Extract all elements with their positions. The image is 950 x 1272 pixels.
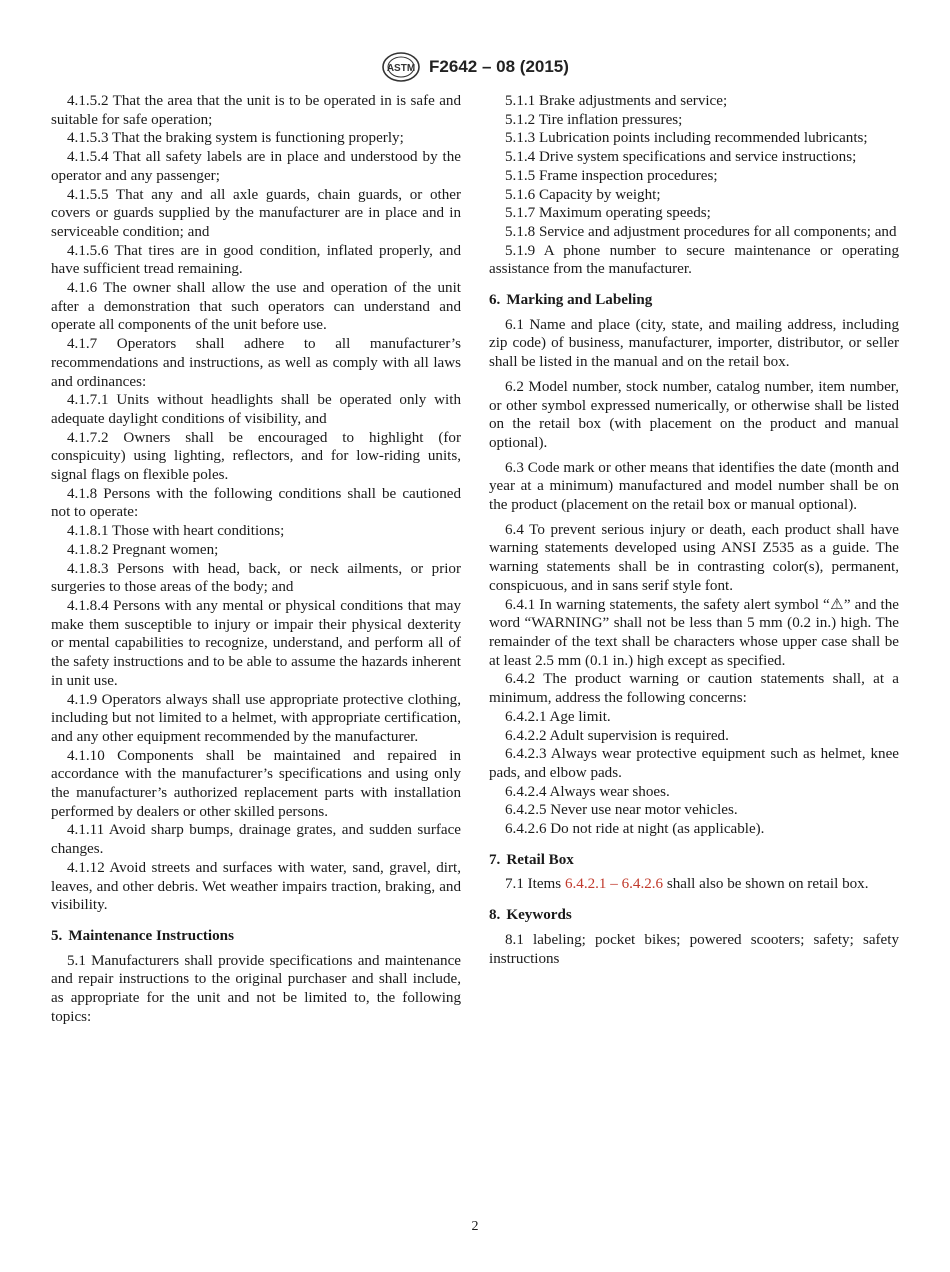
page-header [0, 50, 950, 84]
paragraph-4-1-8-4: 4.1.8.4 Persons with any mental or physical conditions that may make them susceptible to injury or impair their physical dexterity or mental capabilities to recognize, understand, and perform all of the safety instructions and to be able to assume the hazards inherent in unit use. [51, 597, 461, 689]
paragraph-6-4-2-1: 6.4.2.1 Age limit. [505, 708, 611, 725]
svg-text:ASTM: ASTM [386, 63, 416, 74]
paragraph-7-1-suffix: shall also be shown on retail box. [666, 876, 869, 893]
paragraph-5-1-2: 5.1.2 Tire inflation pressures; [505, 111, 683, 128]
paragraph-6-4-2-5: 6.4.2.5 Never use near motor vehicles. [505, 802, 738, 819]
section-heading-8 [489, 906, 899, 925]
paragraph-5-1-8: 5.1.8 Service and adjustment procedures for all components; and [505, 223, 897, 240]
paragraph-6-4-2: 6.4.2 The product warning or caution statements shall, at a minimum, address the following concerns: [489, 671, 899, 707]
paragraph-4-1-8: 4.1.8 Persons with the following conditions shall be cautioned not to operate: [51, 485, 461, 521]
paragraph-4-1-5-6: 4.1.5.6 That tires are in good condition, inflated properly, and have sufficient tread remaining. [51, 242, 461, 278]
section-title-7: Retail Box [506, 851, 574, 868]
paragraph-5-1-1: 5.1.1 Brake adjustments and service; [505, 93, 728, 109]
paragraph-4-1-7-2: 4.1.7.2 Owners shall be encouraged to highlight (for conspicuity) using lighting, reflectors, and for low-riding units, signal flags on flexible poles. [51, 429, 461, 484]
paragraph-4-1-5-3: 4.1.5.3 That the braking system is functioning properly; [67, 130, 404, 147]
section-heading-6 [489, 291, 899, 310]
paragraph-6-4-2-6: 6.4.2.6 Do not ride at night (as applicable). [505, 821, 765, 838]
cross-reference-link[interactable]: 6.4.2.1 – 6.4.2.6 [564, 876, 664, 893]
paragraph-8-1: 8.1 labeling; pocket bikes; powered scooters; safety; safety instructions [489, 931, 899, 967]
paragraph-6-4-2-3: 6.4.2.3 Always wear protective equipment such as helmet, knee pads, and elbow pads. [489, 746, 899, 781]
paragraph-4-1-10: 4.1.10 Components shall be maintained and repaired in accordance with the manufacturer’s specifications and using only the manufacturer’s authorized replacement parts with installation performed by dealers or other skilled persons. [51, 747, 461, 820]
paragraph-4-1-6: 4.1.6 The owner shall allow the use and operation of the unit after a demonstration that such operators can understand and operate all components of the unit before use. [51, 280, 461, 334]
paragraph-4-1-8-2: 4.1.8.2 Pregnant women; [67, 541, 219, 558]
paragraph-4-1-11: 4.1.11 Avoid sharp bumps, drainage grates, and sudden surface changes. [51, 822, 461, 858]
paragraph-6-4: 6.4 To prevent serious injury or death, each product shall have warning statements developed using ANSI Z535 as a guide. The warning statements shall be in contrasting color(s), permanent, conspicuous, and in sans serif style font. [489, 521, 899, 594]
paragraph-4-1-5-2: 4.1.5.2 That the area that the unit is to be operated in is safe and suitable for safe operation; [51, 93, 461, 128]
paragraph-5-1-9: 5.1.9 A phone number to secure maintenance or operating assistance from the manufacturer. [489, 242, 899, 278]
paragraph-5-1-7: 5.1.7 Maximum operating speeds; [505, 205, 711, 222]
paragraph-4-1-9: 4.1.9 Operators always shall use appropriate protective clothing, including but not limited to a helmet, with appropriate certification, and any other equipment recommended by the manufacturer. [51, 691, 461, 745]
paragraph-5-1-4: 5.1.4 Drive system specifications and service instructions; [505, 149, 857, 166]
section-heading-7 [489, 851, 899, 870]
document-id: F2642 – 08 (2015) [429, 57, 569, 76]
section-title-6: Marking and Labeling [506, 292, 653, 309]
paragraph-6-1: 6.1 Name and place (city, state, and mailing address, including zip code) of business, manufacturer, importer, distributor, or seller shall be listed in the manual and on the retail box. [489, 316, 899, 371]
section-number-8: 8. [489, 907, 501, 924]
paragraph-6-3: 6.3 Code mark or other means that identifies the date (month and year at a minimum) manufactured and model number shall be on the product (placement on the retail box or manual optional). [489, 459, 899, 514]
astm-logo-icon [381, 51, 421, 83]
section-heading-5 [51, 927, 461, 946]
section-number-5: 5. [51, 927, 63, 944]
paragraph-7-1 [489, 875, 899, 894]
paragraph-4-1-12: 4.1.12 Avoid streets and surfaces with water, sand, gravel, dirt, leaves, and other debris. Wet weather impairs traction, braking, and visibility. [51, 859, 461, 914]
section-number-6: 6. [489, 292, 501, 309]
paragraph-6-4-2-4: 6.4.2.4 Always wear shoes. [505, 783, 670, 800]
section-title-8: Keywords [506, 907, 572, 924]
paragraph-5-1-3: 5.1.3 Lubrication points including recommended lubricants; [505, 130, 868, 147]
paragraph-5-1-5: 5.1.5 Frame inspection procedures; [505, 167, 718, 184]
paragraph-6-2: 6.2 Model number, stock number, catalog number, item number, or other symbol expressed numerically, or otherwise shall be listed on the retail box (with placement on the product and manual optional). [489, 378, 899, 451]
paragraph-4-1-5-4: 4.1.5.4 That all safety labels are in place and understood by the operator and any passenger; [51, 149, 461, 184]
paragraph-6-4-2-2: 6.4.2.2 Adult supervision is required. [505, 727, 729, 744]
paragraph-5-1: 5.1 Manufacturers shall provide specifications and maintenance and repair instructions to the original purchaser and shall include, as appropriate for the unit and not be limited to, the following topics: [51, 952, 461, 1025]
right-column [489, 92, 899, 968]
paragraph-6-4-1: 6.4.1 In warning statements, the safety alert symbol “⚠” and the word “WARNING” shall not be less than 5 mm (0.2 in.) high. The remainder of the text shall be characters whose upper case shall be at least 2.5 mm (0.1 in.) high except as specified. [489, 596, 899, 669]
paragraph-4-1-7: 4.1.7 Operators shall adhere to all manufacturer’s recommendations and instructions, as well as comply with all laws and ordinances: [51, 336, 461, 390]
paragraph-4-1-8-1: 4.1.8.1 Those with heart conditions; [67, 523, 285, 540]
paragraph-5-1-6: 5.1.6 Capacity by weight; [505, 186, 661, 203]
paragraph-4-1-5-5: 4.1.5.5 That any and all axle guards, chain guards, or other covers or guards supplied by the manufacturer are in place and in serviceable condition; and [51, 186, 461, 240]
left-column [51, 92, 461, 1026]
paragraph-4-1-8-3: 4.1.8.3 Persons with head, back, or neck ailments, or prior surgeries to those areas of the body; and [51, 560, 461, 596]
section-number-7: 7. [489, 851, 501, 868]
section-title-5: Maintenance Instructions [68, 927, 234, 944]
paragraph-7-1-prefix: 7.1 Items [505, 876, 562, 893]
paragraph-4-1-7-1: 4.1.7.1 Units without headlights shall be operated only with adequate daylight conditions of visibility, and [51, 392, 461, 427]
page-number: 2 [471, 1219, 479, 1234]
